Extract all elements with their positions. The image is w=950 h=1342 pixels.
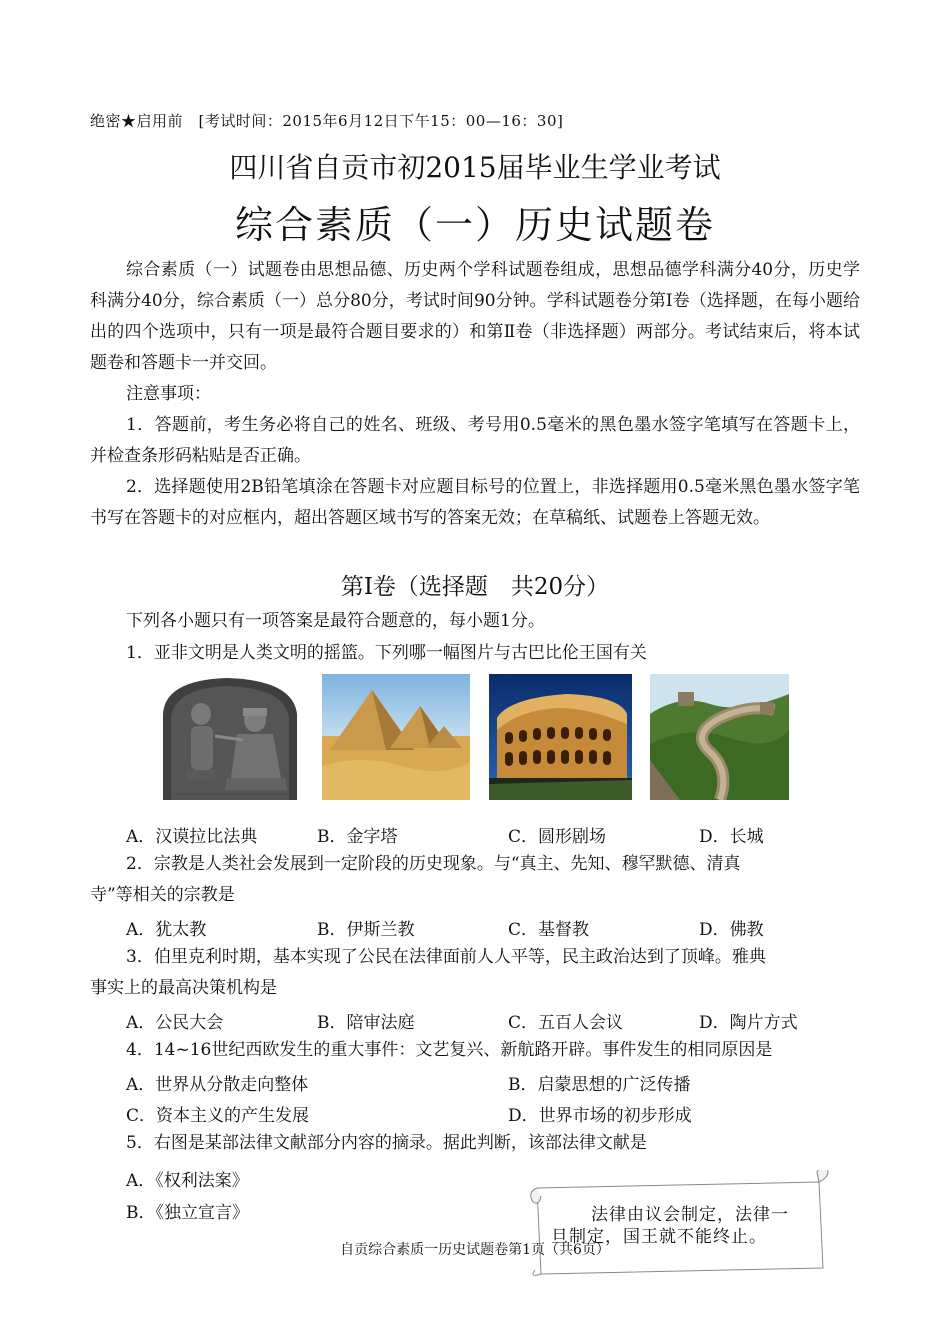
note-1: 1．答题前，考生务必将自己的姓名、班级、考号用0.5毫米的黑色墨水签字笔填写在答题卡上，并检查条形码粘贴是否正确。 — [90, 415, 860, 466]
law-excerpt-scroll — [527, 1170, 833, 1280]
q4-option-a: A．世界从分散走向整体 — [126, 1075, 309, 1095]
paper-title: 综合素质（一）历史试题卷 — [234, 203, 715, 247]
question-5-stem: 5．右图是某部法律文献部分内容的摘录。据此判断，该部法律文献是 — [126, 1133, 647, 1153]
scroll-text-line2: 旦制定，国王就不能终止。 — [551, 1227, 767, 1247]
exam-title: 四川省自贡市初2015届毕业生学业考试 — [229, 151, 721, 184]
q2-option-c: C．基督教 — [508, 920, 590, 940]
q3-option-d: D．陶片方式 — [699, 1013, 798, 1033]
intro-paragraph: 综合素质（一）试题卷由思想品德、历史两个学科试题卷组成，思想品德学科满分40分，历史学科满分40分，综合素质（一）总分80分，考试时间90分钟。学科试题卷分第Ⅰ卷（选择题，在每小题给出的四个选项中，只有一项是最符合题目要求的）和第Ⅱ卷（非选择题）两部分。考试结束后，将本试题卷和答题卡一并交回。 — [90, 260, 860, 373]
notes-title: 注意事项： — [126, 384, 211, 404]
q4-option-c: C．资本主义的产生发展 — [126, 1106, 310, 1126]
question-4-stem: 4．14~16世纪西欧发生的重大事件：文艺复兴、新航路开辟。事件发生的相同原因是 — [126, 1040, 773, 1060]
q4-option-d: D．世界市场的初步形成 — [508, 1106, 692, 1126]
q3-option-b: B．陪审法庭 — [317, 1013, 415, 1033]
section-title: 第Ⅰ卷（选择题 共20分） — [340, 574, 610, 600]
question-3-stem-cont: 事实上的最高决策机构是 — [90, 978, 277, 998]
q3-option-a: A．公民大会 — [126, 1013, 224, 1033]
question-3-stem: 3．伯里克利时期，基本实现了公民在法律面前人人平等，民主政治达到了顶峰。雅典 — [126, 947, 766, 967]
q1-option-d: D．长城 — [699, 827, 764, 847]
q5-option-a: A．《权利法案》 — [126, 1171, 249, 1191]
q1-option-c: C．圆形剧场 — [508, 827, 607, 847]
q3-option-c: C．五百人会议 — [508, 1013, 624, 1033]
question-2-stem: 2．宗教是人类社会发展到一定阶段的历史现象。与“真主、先知、穆罕默德、清真 — [126, 854, 741, 874]
q1-option-b: B．金字塔 — [317, 827, 398, 847]
q5-option-b: B．《独立宣言》 — [126, 1203, 249, 1223]
confidential-header: 绝密★启用前 [考试时间：2015年6月12日下午15：00—16：30] — [90, 112, 564, 130]
q2-option-a: A．犹太教 — [126, 920, 207, 940]
q2-option-d: D．佛教 — [699, 920, 764, 940]
question-2-stem-cont: 寺”等相关的宗教是 — [90, 885, 235, 905]
scroll-text-line1: 法律由议会制定，法律一 — [591, 1205, 789, 1225]
great-wall-image — [650, 674, 789, 800]
colosseum-image — [489, 674, 632, 800]
note-2: 2．选择题使用2B铅笔填涂在答题卡对应题目标号的位置上，非选择题用0.5毫米黑色墨水签字笔书写在答题卡的对应框内，超出答题区域书写的答案无效；在草稿纸、试题卷上答题无效。 — [90, 477, 860, 528]
q1-option-a: A．汉谟拉比法典 — [126, 827, 258, 847]
question-1-stem: 1．亚非文明是人类文明的摇篮。下列哪一幅图片与古巴比伦王国有关 — [126, 643, 647, 663]
pyramids-image — [322, 674, 470, 800]
page-footer: 自贡综合素质一历史试题卷第1页（共6页） — [340, 1242, 610, 1258]
section-instruction: 下列各小题只有一项答案是最符合题意的，每小题1分。 — [126, 611, 545, 631]
stele-image — [157, 674, 303, 800]
q4-option-b: B．启蒙思想的广泛传播 — [508, 1075, 691, 1095]
q2-option-b: B．伊斯兰教 — [317, 920, 415, 940]
